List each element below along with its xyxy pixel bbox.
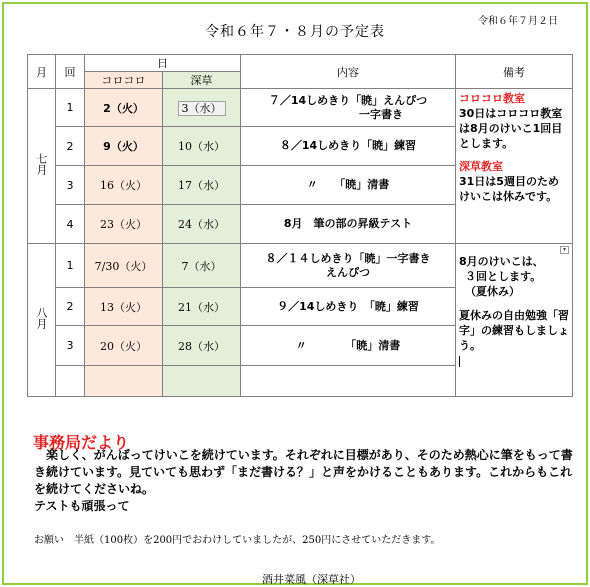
round-cell: 2 [56,288,85,326]
header-month: 月 [28,55,56,89]
korokoro-date-empty [85,366,163,397]
office-news-line: テストも頑張って [34,499,130,513]
fukagusa-date [163,89,241,127]
notes-line: ３回とします。 [465,270,542,283]
content-cell: 〃 「暁」清書 [241,326,456,366]
korokoro-date: 7/30（火） [85,244,163,288]
content-cell: ７／14しめきり「暁」えんぴつ 一字書き [241,89,456,127]
notes-heading-korokoro: コロコロ教室 [459,92,525,105]
header-fukagusa: 深草 [163,72,241,89]
notes-july [456,89,573,244]
content-cell-empty [241,366,456,397]
round-cell: 1 [56,244,85,288]
office-news-body [34,447,574,515]
header-content: 内容 [241,55,456,89]
korokoro-date: 16（火） [85,166,163,205]
author-name: 酒井菜風（深草社） [262,573,361,586]
korokoro-date: 9（火） [85,127,163,166]
round-cell: 4 [56,205,85,244]
office-news-title: 事務局だより [33,433,130,452]
page-title: 令和６年７・８月の予定表 [205,24,385,40]
document-date: 令和６年７月２日 [478,16,558,27]
korokoro-date: 13（火） [85,288,163,326]
round-cell: 3 [56,166,85,205]
notes-line: 8月のけいこは、 [459,255,544,268]
price-notice: お願い 半紙（100枚）を200円でおわけしていましたが、250円にさせていただきます。 [34,535,441,546]
fukagusa-date: 17（水） [163,166,241,205]
fukagusa-date: 7（水） [163,244,241,288]
content-cell: ８／14しめきり「暁」練習 [241,127,456,166]
notes-line: 夏休みの自由勉強「習字」の練習もしましょう。 [459,309,569,352]
month-july: 七月 [28,89,56,244]
korokoro-date: 23（火） [85,205,163,244]
content-cell: ９／14しめきり 「暁」練習 [241,288,456,326]
dropdown-arrow-icon[interactable]: ▾ [560,246,569,254]
fukagusa-date: 21（水） [163,288,241,326]
korokoro-date: 2（火） [85,89,163,127]
notes-text-korokoro: 30日はコロコロ教室は8月のけいこ1回目とします。 [459,107,563,150]
notes-line: （夏休み） [465,285,520,298]
round-cell: 2 [56,127,85,166]
korokoro-date: 20（火） [85,326,163,366]
notes-text-fukagusa: 31日は5週目のためけいこは休みです。 [459,175,559,203]
header-notes: 備考 [456,55,573,89]
fukagusa-date: 24（水） [163,205,241,244]
header-korokoro: コロコロ [85,72,163,89]
header-day: 日 [85,55,241,72]
content-cell: ８／１４しめきり「暁」一字書き えんぴつ [241,244,456,288]
month-august: 八月 [28,244,56,397]
notes-august[interactable] [456,244,573,397]
header-round: 回 [56,55,85,89]
round-cell: 3 [56,326,85,366]
content-cell: 8月 筆の部の昇級テスト [241,205,456,244]
fukagusa-date: 10（水） [163,127,241,166]
notes-heading-fukagusa: 深草教室 [459,160,503,173]
selected-date[interactable]: 3（水） [178,101,226,116]
round-cell-empty [56,366,85,397]
content-cell: 〃 「暁」清書 [241,166,456,205]
schedule-table [27,54,573,397]
fukagusa-date-empty [163,366,241,397]
fukagusa-date: 28（水） [163,326,241,366]
office-news-paragraph: 楽しく、がんばってけいこを続けています。それぞれに目標があり、そのため熱心に筆をもって書き続けています。見ていても思わず「まだ書ける？」と声をかけることもあります。これからもこれを続けてくださいね。 [34,448,573,496]
text-cursor [459,356,460,367]
round-cell: 1 [56,89,85,127]
